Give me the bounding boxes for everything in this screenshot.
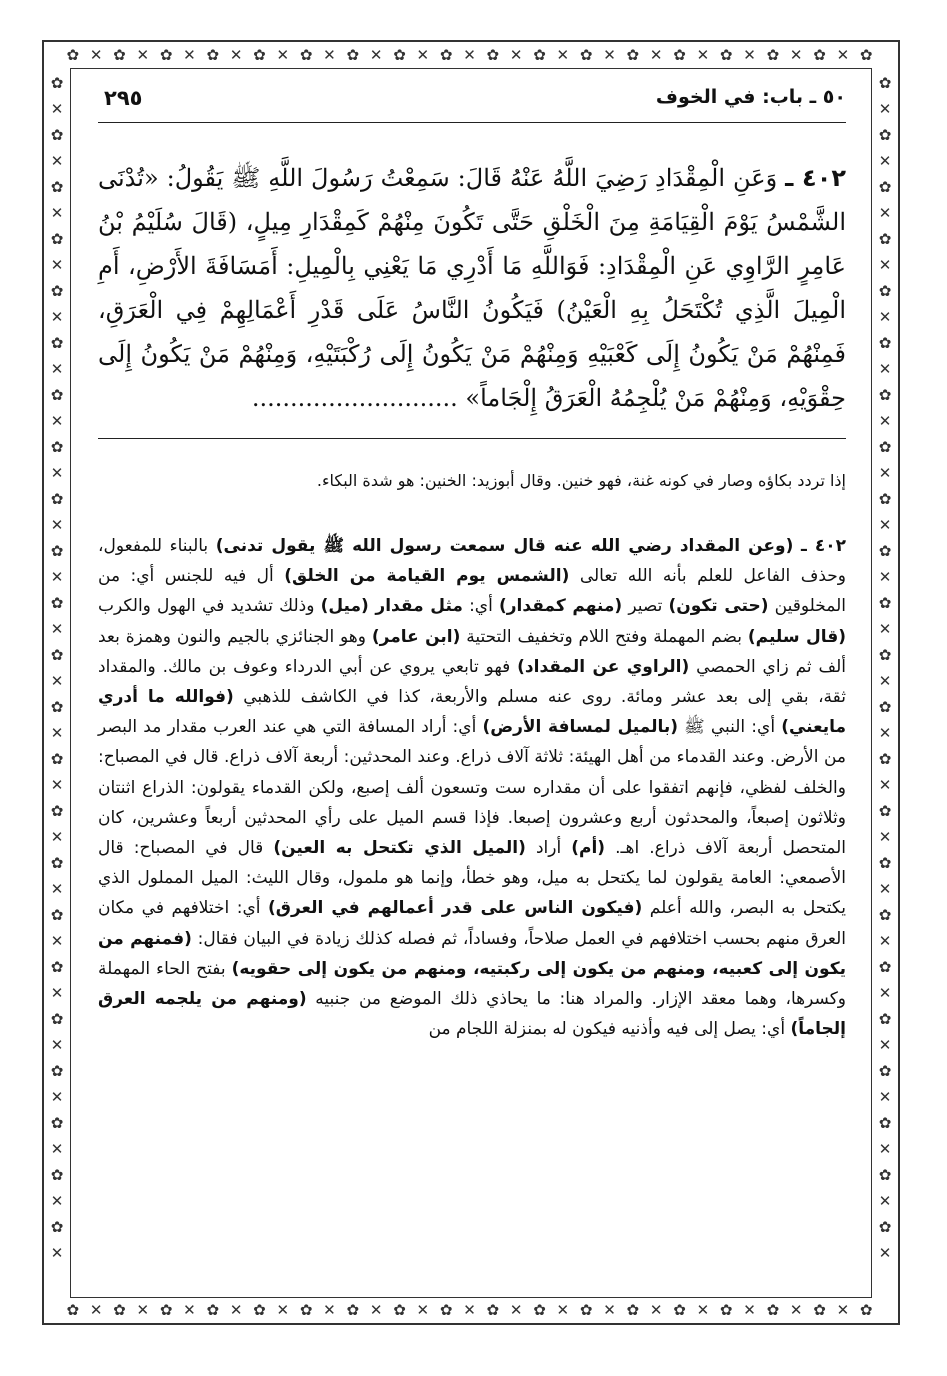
commentary-quote: (فوالله ما أدري مايعني) — [98, 687, 846, 738]
commentary-quote: (حتى تكون) — [668, 596, 769, 617]
commentary-text: قال في المصباح: قال الأصمعي: العامة يقولون لما يكتحل به ميل، وهو خطأ، وإنما هو ملمول، وقال الليث: الميل المملول الذي يكتحل به البصر، والله أعلم — [98, 838, 846, 919]
commentary-quote: (الشمس يوم القيامة من الخلق) — [284, 566, 570, 587]
commentary-text: وهو الجنائزي بالجيم والنون وهمزة بعد ألف ثم زاي الحمصي — [98, 626, 846, 677]
commentary-text: أراد — [525, 838, 572, 859]
hadith-number: ٤٠٢ ـ — [785, 164, 846, 192]
commentary-text: أي: أراد المسافة التي هي عند العرب مقدار مد البصر من الأرض. وعند القدماء من أهل الهيئة: ثلاثة آلاف ذراع. وعند المحدثين: أربعة آلاف ذراع. قال في المصباح: والخلف لفظي، فإنهم اتفقوا على أن مقداره ست وتسعون ألف إصبع، ولكن القدماء يقولون: الذراع اثنتان وثلاثون إصبعاً، والمحدثون أربع وعشرون إصبعا. فإذا قسم الميل على رأي المحدثين أربعاً وعشرين، كان المتحصل أربعة آلاف ذراع. اهـ. — [98, 717, 846, 859]
ornament-bottom: ✿ ✕ ✿ ✕ ✿ ✕ ✿ ✕ ✿ ✕ ✿ ✕ ✿ ✕ ✿ ✕ ✿ ✕ ✿ ✕ ✿ ✕ ✿ ✕ ✿ ✕ ✿ ✕ ✿ ✕ ✿ ✕ ✿ ✕ ✿ — [66, 1301, 876, 1319]
commentary-text: بضم المهملة وفتح اللام وتخفيف التحتية — [460, 626, 748, 647]
commentary-quote: (فيكون الناس على قدر أعمالهم في العرق) — [267, 898, 643, 919]
commentary-quote: (منهم كمقدار) — [498, 596, 623, 617]
commentary-text: أي: — [462, 596, 499, 617]
commentary-text: أي: النبي ﷺ — [678, 717, 782, 738]
commentary-text: أي: اختلافهم في مكان العرق منهم بحسب اختلافهم في العمل صلاحاً، وفساداً، ثم فصله كذلك زيادة في البيان فقال: — [98, 898, 846, 949]
commentary-text: أي: يصل إلى فيه وأذنيه فيكون له بمنزلة اللجام من — [428, 1019, 791, 1040]
commentary-quote: (ابن عامر) — [371, 626, 461, 647]
commentary-number: ٤٠٢ ـ — [800, 536, 847, 556]
commentary-quote: (ومنهم من يلجمه العرق إلجاماً) — [98, 989, 846, 1040]
commentary-text: فهو تابعي يروي عن أبي الدرداء وعوف بن مالك. والمقداد ثقة، بقي إلى بعد عشر ومائة. روى عنه مسلم والأربعة، كذا في الكاشف للذهبي — [98, 656, 846, 708]
chapter-title: ٥٠ ـ باب: في الخوف — [655, 86, 846, 108]
commentary-text: وذلك تشديد في الهول والكرب — [98, 596, 321, 617]
commentary-quote: (بالميل لمسافة الأرض) — [482, 717, 679, 738]
running-header — [98, 82, 846, 122]
page-content — [98, 82, 846, 1044]
commentary-quote: مثل مقدار (ميل) — [320, 596, 463, 617]
header-rule — [98, 122, 846, 123]
commentary-quote: (الراوي عن المقداد) — [517, 656, 690, 677]
commentary-text: أل فيه للجنس أي: من المخلوقين — [98, 566, 846, 617]
commentary-quote: (أم) — [571, 838, 606, 859]
ornament-right: ✿✕✿✕✿✕✿✕✿✕✿✕✿✕✿✕✿✕✿✕✿✕✿✕✿✕✿✕✿✕✿✕✿✕✿✕✿✕✿✕✿✕✿✕✿✕ — [878, 74, 892, 1262]
hadith-text: وَعَنِ الْمِقْدَادِ رَضِيَ اللَّهُ عَنْهُ قَالَ: سَمِعْتُ رَسُولَ اللَّهِ ﷺ يَقُولُ: «تُدْنَى الشَّمْسُ يَوْمَ الْقِيَامَةِ مِنَ الْخَلْقِ حَتَّى تَكُونَ مِنْهُمْ كَمِقْدَارِ مِيلٍ، (قَالَ سُلَيْمُ بْنُ عَامِرٍ الرَّاوِي عَنِ الْمِقْدَادِ: فَوَاللَّهِ مَا أَدْرِي مَا يَعْنِي بِالْمِيلِ: أَمَسَافَةَ الأَرْضِ، أَمِ الْمِيلَ الَّذِي تُكْتَحَلُ بِهِ الْعَيْنُ) فَيَكُونُ النَّاسُ عَلَى قَدْرِ أَعْمَالِهِمْ فِي الْعَرَقِ، فَمِنْهُمْ مَنْ يَكُونُ إِلَى كَعْبَيْهِ وَمِنْهُمْ مَنْ يَكُونُ إِلَى رُكْبَتَيْهِ، وَمِنْهُمْ مَنْ يَكُونُ إِلَى حِقْوَيْهِ، وَمِنْهُمْ مَنْ يُلْجِمُهُ الْعَرَقُ إِلْجَاماً» ........................... — [98, 164, 846, 412]
ornament-left: ✿✕✿✕✿✕✿✕✿✕✿✕✿✕✿✕✿✕✿✕✿✕✿✕✿✕✿✕✿✕✿✕✿✕✿✕✿✕✿✕✿✕✿✕✿✕ — [50, 74, 64, 1262]
section-divider — [98, 438, 846, 439]
commentary-quote: (وعن المقداد رضي الله عنه قال سمعت رسول الله ﷺ يقول تدنى) — [215, 536, 794, 556]
commentary-quote: (الميل الذي تكتحل به العين) — [273, 838, 526, 859]
page-number: ٢٩٥ — [104, 86, 143, 110]
commentary-text: بفتح الحاء المهملة وكسرها، وهما معقد الإزار. والمراد هنا: ما يحاذي ذلك الموضع من جنبيه — [98, 958, 846, 1010]
commentary-quote: (فمنهم من يكون إلى كعبيه، ومنهم من يكون إلى ركبتيه، ومنهم من يكون إلى حقويه) — [98, 928, 846, 979]
commentary-quote: (قال سليم) — [747, 626, 846, 647]
commentary-text: بالبناء للمفعول، وحذف الفاعل للعلم بأنه الله تعالى — [98, 536, 846, 587]
hadith-text-block — [98, 156, 846, 420]
commentary-block — [98, 531, 846, 1044]
footnote-continuation: إذا تردد بكاؤه وصار في كونه غنة، فهو خنين. وقال أبوزيد: الخنين: هو شدة البكاء. — [316, 471, 846, 490]
commentary-text: تصير — [622, 596, 669, 617]
ornament-top: ✿ ✕ ✿ ✕ ✿ ✕ ✿ ✕ ✿ ✕ ✿ ✕ ✿ ✕ ✿ ✕ ✿ ✕ ✿ ✕ ✿ ✕ ✿ ✕ ✿ ✕ ✿ ✕ ✿ ✕ ✿ ✕ ✿ ✕ ✿ — [66, 46, 876, 64]
